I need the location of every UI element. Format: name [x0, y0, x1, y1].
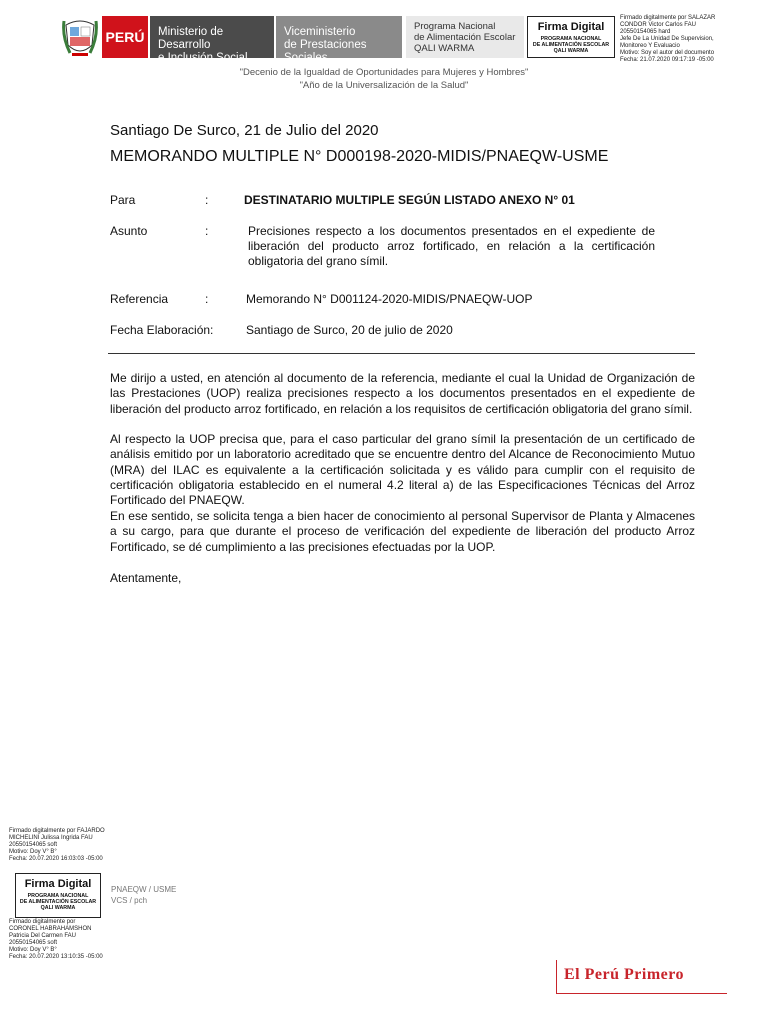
- signature-line: Motivo: Soy el autor del documento: [620, 50, 715, 56]
- signature-line: Jefe De La Unidad De Supervision,: [620, 36, 714, 42]
- stamp-sub-line: PROGRAMA NACIONAL: [540, 36, 602, 42]
- signature-line: Firmado digitalmente por: [9, 919, 76, 925]
- stamp-sub-line: DE ALIMENTACIÓN ESCOLAR: [19, 899, 97, 906]
- digital-signature-info-2: [9, 919, 129, 961]
- para-label: Para: [110, 193, 136, 207]
- ministry-line-2: e Inclusión Social: [158, 52, 248, 64]
- body-paragraph-2: Al respecto la UOP precisa que, para el caso particular del grano símil la presentación de un certificado de análisis emitido por un laboratorio acreditado que se encuentre dentro del Alcance de Reconocimiento Mutuo (MRA) del ILAC es equivalente a la certificación solicitada y es válido para cumplir con el requisito de certificación obligatoria establecido en el numeral 4.2 literal a) de las Especificaciones Técnicas del Arroz Fortificado del PNAEQW.: [110, 432, 695, 508]
- signature-line: Monitoreo Y Evaluacio: [620, 43, 680, 49]
- reference-codes: [111, 884, 176, 906]
- stamp-title: Firma Digital: [24, 878, 92, 890]
- program-line-1: Programa Nacional: [414, 21, 496, 32]
- signature-line: 20550154065 soft: [9, 940, 58, 946]
- body-paragraph-1: Me dirijo a usted, en atención al documento de la referencia, mediante el cual la Unidad de Organización de las Prestaciones (UOP) realiza precisiones respecto a los documentos presentados en el expediente de liberación del producto arroz fortificado, en relación a los requisitos de certificación obligatoria del grano símil.: [110, 371, 695, 416]
- ref-code-line: VCS / pch: [111, 896, 148, 905]
- stamp-sub-line: QALI WARMA: [40, 905, 76, 912]
- asunto-value: Precisiones respecto a los documentos presentados en el expediente de liberación del producto arroz fortificado, en relación a la certificación obligatoria del grano símil.: [248, 224, 655, 268]
- program-line-3: QALI WARMA: [414, 43, 475, 54]
- asunto-label: Asunto: [110, 224, 148, 238]
- peru-label: PERÚ: [105, 29, 145, 45]
- signature-line: Firmado digitalmente por FAJARDO: [9, 828, 105, 834]
- viceministry-line-2: de Prestaciones Sociales: [284, 39, 367, 64]
- stamp-sub-line: DE ALIMENTACIÓN ESCOLAR: [532, 42, 610, 49]
- stamp-title: Firma Digital: [537, 21, 605, 33]
- ministry-logo: [150, 16, 274, 64]
- program-logo: [404, 16, 524, 58]
- decenio-line: "Año de la Universalización de la Salud": [299, 80, 469, 91]
- signature-line: 20550154065 hard: [620, 29, 671, 35]
- stamp-sub-line: PROGRAMA NACIONAL: [27, 893, 89, 899]
- signature-line: Fecha: 20.07.2020 16:03:03 -05:00: [9, 856, 103, 862]
- digital-signature-stamp-bottom: [15, 873, 101, 918]
- body-paragraph-3: En ese sentido, se solicita tenga a bien hacer de conocimiento al personal Supervisor de Planta y Almacenes a su cargo, para que durante el proceso de verificación del expediente de liberación del producto Arroz Fortificado, se dé cumplimiento a las precisiones efectuadas por la UOP.: [110, 509, 695, 554]
- closing: Atentamente,: [110, 571, 182, 585]
- signature-line: Patricia Del Carmen FAU: [9, 933, 77, 939]
- signature-line: Motivo: Doy V° B°: [9, 947, 57, 953]
- referencia-label: Referencia: [110, 292, 169, 306]
- asunto-colon: :: [205, 224, 209, 238]
- digital-signature-info: [620, 15, 760, 64]
- signature-line: MICHELINI Julissa Ingrida FAU: [9, 835, 93, 841]
- para-colon: :: [205, 193, 209, 207]
- peru-logo: [102, 16, 148, 58]
- program-line-2: de Alimentación Escolar: [414, 32, 516, 43]
- viceministry-logo: [276, 16, 402, 64]
- ministry-line-1: Ministerio de Desarrollo: [158, 26, 224, 51]
- slogan-logo: El Perú Primero: [564, 966, 685, 983]
- signature-line: Fecha: 21.07.2020 09:17:19 -05:00: [620, 57, 714, 63]
- signature-line: Firmado digitalmente por SALAZAR: [620, 15, 716, 21]
- decenio-line: "Decenio de la Igualdad de Oportunidades para Mujeres y Hombres": [239, 67, 529, 78]
- signature-line: 20550154065 soft: [9, 842, 58, 848]
- stamp-sub-line: QALI WARMA: [553, 48, 589, 55]
- stamp-subtitle: [16, 893, 100, 912]
- digital-signature-info-1: [9, 828, 129, 863]
- digital-signature-stamp: [527, 16, 615, 58]
- signature-line: Fecha: 20.07.2020 13:10:35 -05:00: [9, 954, 103, 960]
- signature-line: CONDOR Victor Carlos FAU: [620, 22, 696, 28]
- fecha-value: Santiago de Surco, 20 de julio de 2020: [246, 323, 453, 337]
- decenio-banner: [0, 66, 768, 92]
- stamp-subtitle: [528, 36, 614, 55]
- separator-line: [108, 353, 695, 354]
- signature-line: Motivo: Doy V° B°: [9, 849, 57, 855]
- signature-line: CORONEL HABRAHAMSHON: [9, 926, 92, 932]
- referencia-value: Memorando N° D001124-2020-MIDIS/PNAEQW-UOP: [246, 292, 533, 306]
- referencia-colon: :: [205, 292, 209, 306]
- document-date: Santiago De Surco, 21 de Julio del 2020: [110, 122, 379, 139]
- viceministry-line-1: Viceministerio: [284, 26, 356, 38]
- fecha-label: Fecha Elaboración:: [110, 323, 214, 337]
- ref-code-line: PNAEQW / USME: [111, 885, 177, 894]
- memo-title: MEMORANDO MULTIPLE N° D000198-2020-MIDIS/PNAEQW-USME: [110, 148, 609, 165]
- para-value: DESTINATARIO MULTIPLE SEGÚN LISTADO ANEXO N° 01: [244, 193, 575, 207]
- coat-of-arms-icon: [62, 15, 98, 59]
